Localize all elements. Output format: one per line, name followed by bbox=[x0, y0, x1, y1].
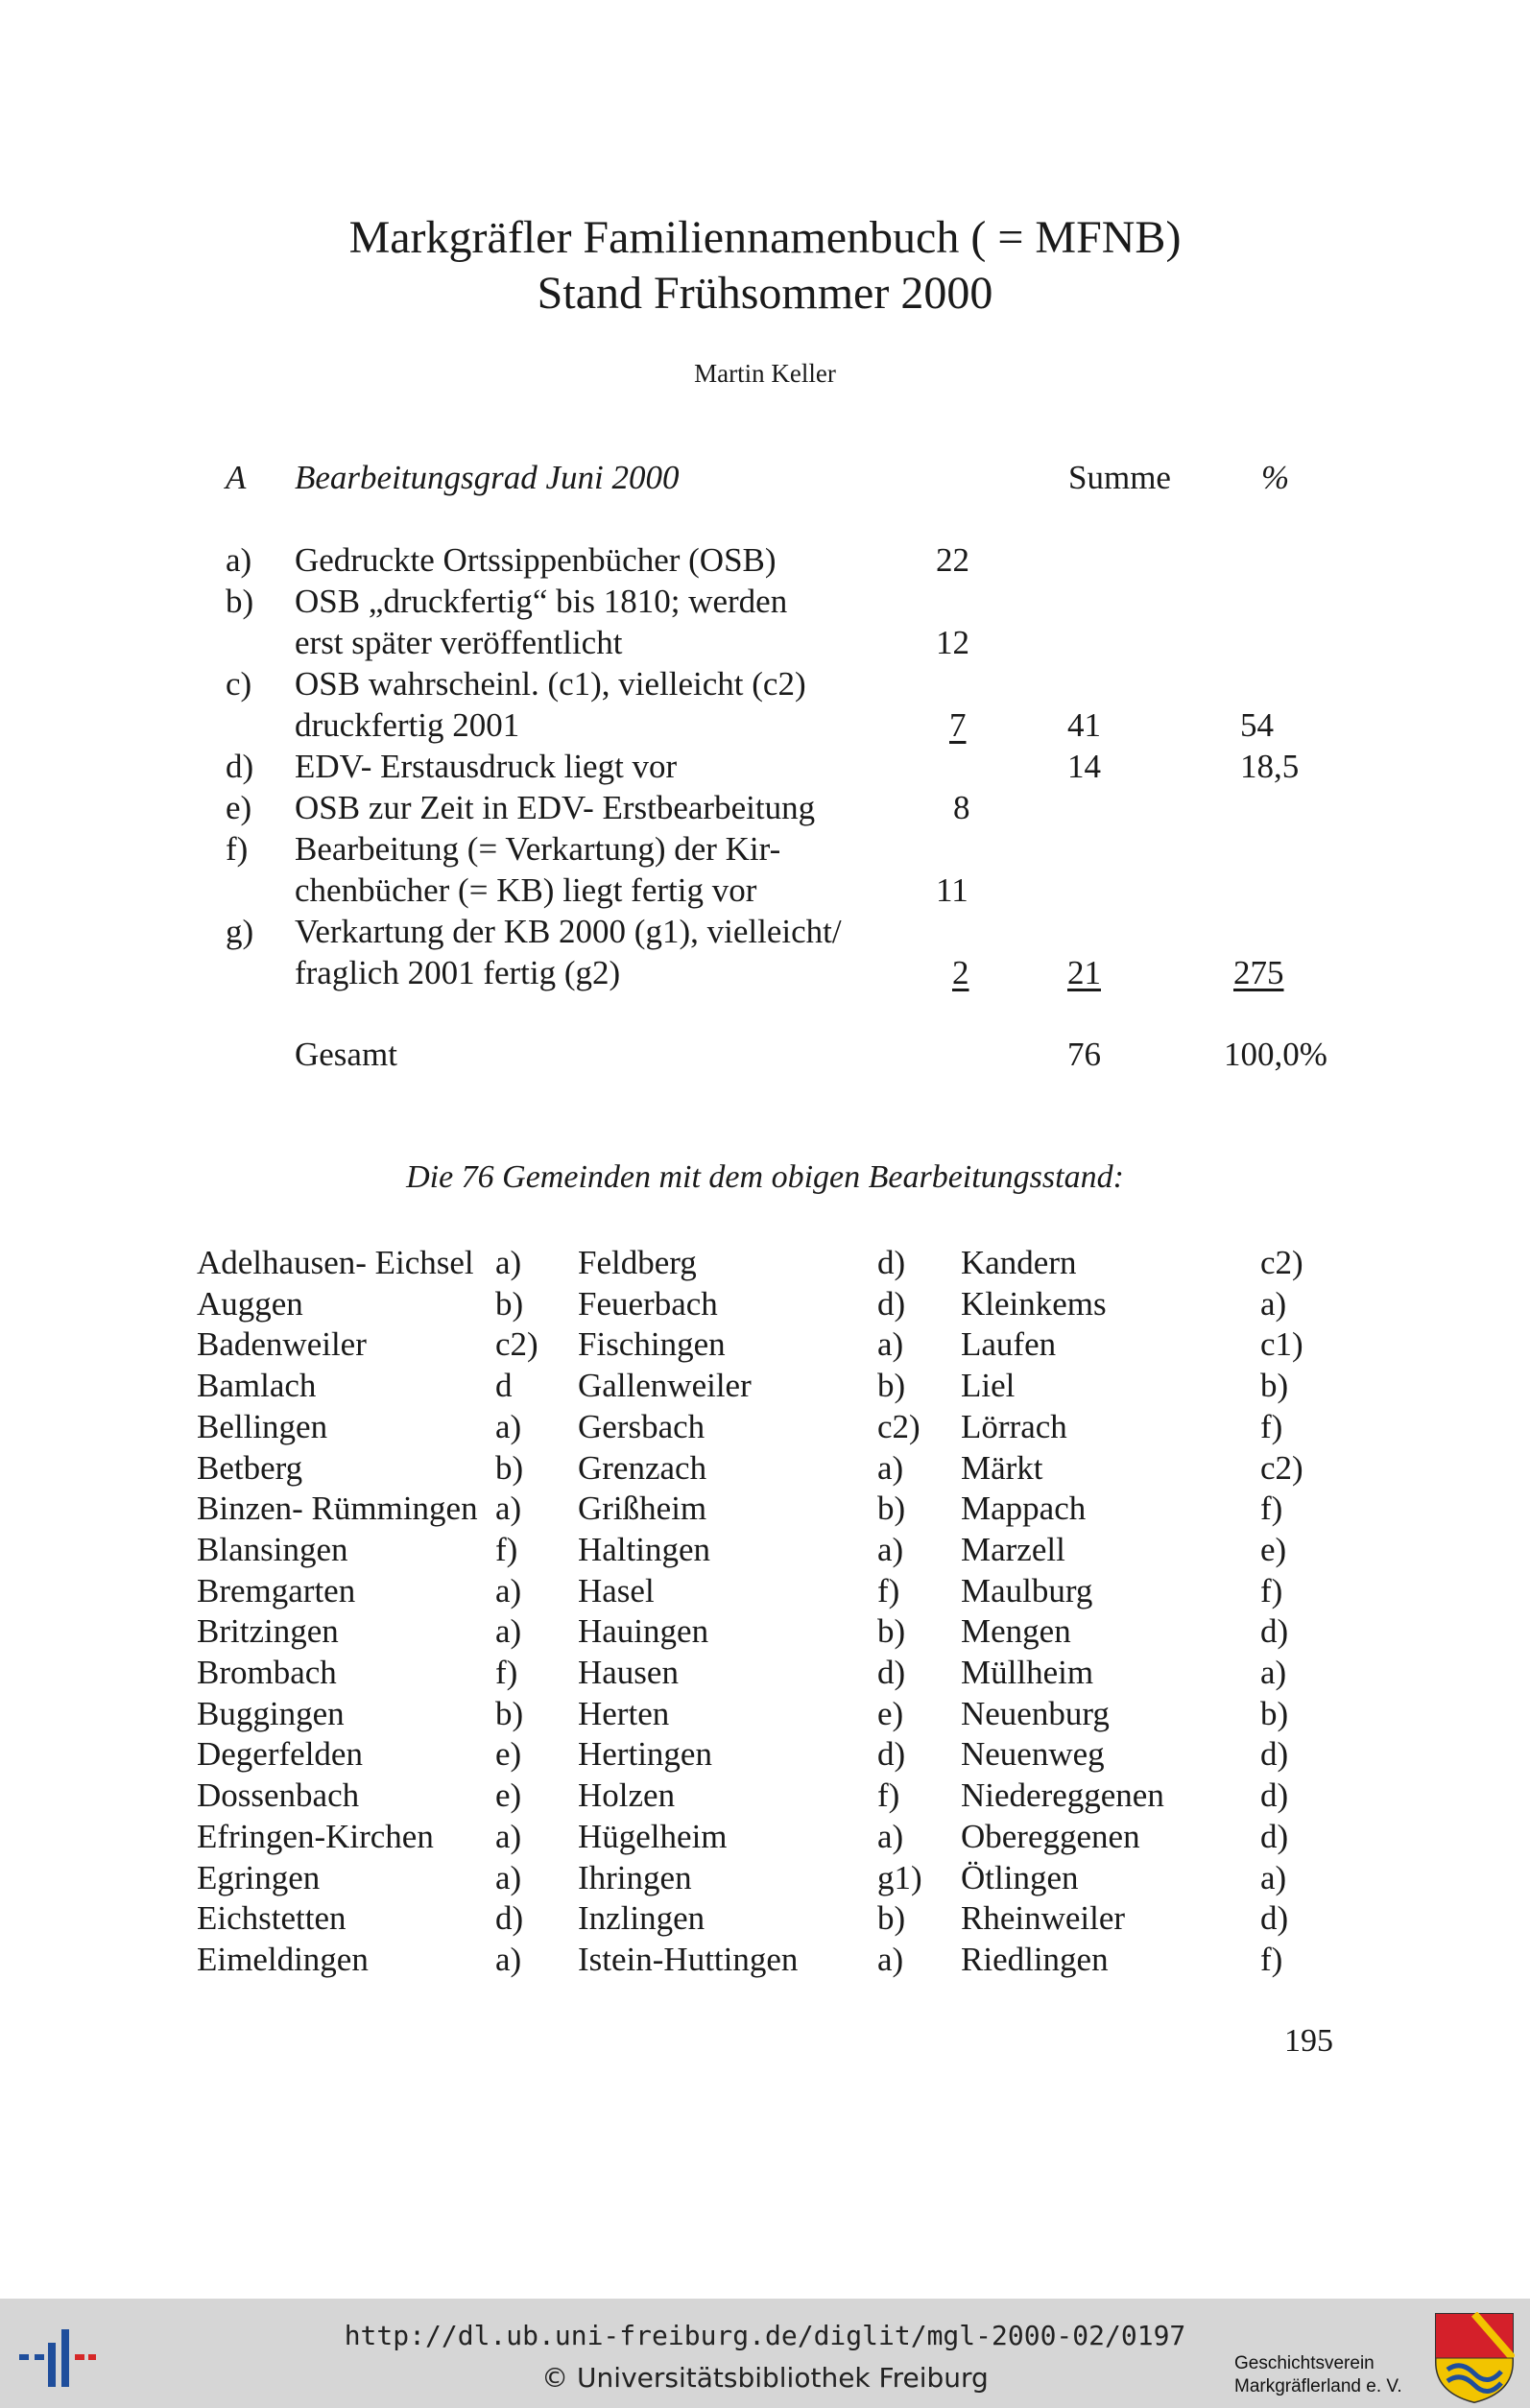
community-status-code: a) bbox=[495, 1572, 522, 1609]
community-status-code: c1) bbox=[1260, 1325, 1303, 1363]
community-name: Hasel bbox=[578, 1572, 655, 1609]
community-name: Degerfelden bbox=[197, 1735, 363, 1773]
community-name: Ötlingen bbox=[961, 1859, 1079, 1896]
row-key: f) bbox=[226, 830, 249, 868]
document-title: Markgräfler Familiennamenbuch ( = MFNB) bbox=[348, 212, 1182, 263]
total-sum: 76 bbox=[1067, 1036, 1101, 1073]
row-description: Verkartung der KB 2000 (g1), vielleicht/ bbox=[295, 913, 842, 950]
community-name: Obereggenen bbox=[961, 1818, 1140, 1855]
community-name: Egringen bbox=[197, 1859, 321, 1896]
community-status-code: e) bbox=[495, 1735, 522, 1773]
community-name: Hausen bbox=[578, 1654, 679, 1691]
community-name: Auggen bbox=[197, 1285, 303, 1323]
page-number: 195 bbox=[1284, 2023, 1333, 2059]
community-name: Gersbach bbox=[578, 1408, 705, 1445]
community-name: Herten bbox=[578, 1695, 670, 1732]
community-name: Gallenweiler bbox=[578, 1367, 752, 1404]
community-status-code: f) bbox=[1260, 1490, 1283, 1527]
society-name bbox=[1234, 2352, 1402, 2398]
communities-heading: Die 76 Gemeinden mit dem obigen Bearbeitungsstand: bbox=[406, 1159, 1124, 1195]
community-status-code: d) bbox=[877, 1244, 906, 1281]
community-name: Märkt bbox=[961, 1449, 1043, 1487]
community-status-code: a) bbox=[495, 1244, 522, 1281]
total-percent: 100,0% bbox=[1224, 1036, 1327, 1073]
community-status-code: d) bbox=[877, 1285, 906, 1323]
community-name: Betberg bbox=[197, 1449, 303, 1487]
community-status-code: c2) bbox=[1260, 1244, 1303, 1281]
community-name: Neuenburg bbox=[961, 1695, 1110, 1732]
community-status-code: e) bbox=[495, 1776, 522, 1814]
community-name: Adelhausen- Eichsel bbox=[197, 1244, 474, 1281]
community-status-code: c2) bbox=[877, 1408, 920, 1445]
community-status-code: a) bbox=[877, 1818, 904, 1855]
community-status-code: f) bbox=[877, 1776, 900, 1814]
community-status-code: d) bbox=[495, 1899, 524, 1937]
row-percent: 54 bbox=[1240, 706, 1274, 744]
community-name: Bellingen bbox=[197, 1408, 328, 1445]
community-status-code: a) bbox=[495, 1490, 522, 1527]
society-name-line2: Markgräflerland e. V. bbox=[1234, 2376, 1402, 2396]
community-name: Ihringen bbox=[578, 1859, 692, 1896]
community-status-code: d bbox=[495, 1367, 513, 1404]
community-status-code: b) bbox=[877, 1367, 906, 1404]
row-key: c) bbox=[226, 665, 252, 703]
community-name: Kleinkems bbox=[961, 1285, 1107, 1323]
community-status-code: a) bbox=[495, 1408, 522, 1445]
row-description-cont: fraglich 2001 fertig (g2) bbox=[295, 954, 621, 991]
row-count: 11 bbox=[936, 871, 968, 909]
community-status-code: c2) bbox=[1260, 1449, 1303, 1487]
community-name: Haltingen bbox=[578, 1531, 711, 1568]
row-key: b) bbox=[226, 583, 254, 620]
row-description: Gedruckte Ortssippenbücher (OSB) bbox=[295, 541, 777, 579]
community-name: Britzingen bbox=[197, 1612, 339, 1650]
community-status-code: a) bbox=[1260, 1285, 1287, 1323]
community-name: Feuerbach bbox=[578, 1285, 718, 1323]
community-status-code: e) bbox=[877, 1695, 904, 1732]
community-name: Kandern bbox=[961, 1244, 1077, 1281]
community-status-code: a) bbox=[495, 1612, 522, 1650]
community-name: Laufen bbox=[961, 1325, 1057, 1363]
community-name: Buggingen bbox=[197, 1695, 345, 1732]
community-name: Brombach bbox=[197, 1654, 337, 1691]
community-status-code: b) bbox=[1260, 1367, 1289, 1404]
community-status-code: b) bbox=[877, 1490, 906, 1527]
row-description: OSB wahrscheinl. (c1), vielleicht (c2) bbox=[295, 665, 806, 703]
community-name: Marzell bbox=[961, 1531, 1065, 1568]
row-count: 22 bbox=[936, 541, 969, 579]
community-name: Efringen-Kirchen bbox=[197, 1818, 434, 1855]
community-status-code: b) bbox=[877, 1612, 906, 1650]
section-heading: Bearbeitungsgrad Juni 2000 bbox=[295, 459, 680, 496]
community-name: Grenzach bbox=[578, 1449, 707, 1487]
community-status-code: c2) bbox=[495, 1325, 538, 1363]
community-status-code: a) bbox=[877, 1325, 904, 1363]
total-label: Gesamt bbox=[295, 1036, 397, 1073]
community-status-code: a) bbox=[495, 1859, 522, 1896]
community-name: Bamlach bbox=[197, 1367, 317, 1404]
community-name: Binzen- Rümmingen bbox=[197, 1490, 478, 1527]
community-status-code: b) bbox=[495, 1449, 524, 1487]
community-name: Maulburg bbox=[961, 1572, 1093, 1609]
row-description: OSB „druckfertig“ bis 1810; werden bbox=[295, 583, 788, 620]
row-description: Bearbeitung (= Verkartung) der Kir- bbox=[295, 830, 781, 868]
community-name: Inzlingen bbox=[578, 1899, 705, 1937]
community-status-code: f) bbox=[495, 1531, 518, 1568]
community-status-code: a) bbox=[877, 1449, 904, 1487]
row-description-cont: druckfertig 2001 bbox=[295, 706, 520, 744]
row-count: 8 bbox=[953, 789, 970, 826]
community-status-code: a) bbox=[877, 1531, 904, 1568]
community-status-code: d) bbox=[1260, 1899, 1289, 1937]
footer-url[interactable]: http://dl.ub.uni-freiburg.de/diglit/mgl-2000-02/0197 bbox=[344, 2320, 1186, 2351]
community-status-code: g1) bbox=[877, 1859, 922, 1896]
community-name: Rheinweiler bbox=[961, 1899, 1126, 1937]
community-status-code: d) bbox=[1260, 1818, 1289, 1855]
community-status-code: a) bbox=[877, 1941, 904, 1978]
row-key: d) bbox=[226, 748, 254, 785]
row-key: e) bbox=[226, 789, 252, 826]
community-status-code: a) bbox=[495, 1818, 522, 1855]
row-description: OSB zur Zeit in EDV- Erstbearbeitung bbox=[295, 789, 816, 826]
society-name-line1: Geschichtsverein bbox=[1234, 2353, 1375, 2373]
community-name: Fischingen bbox=[578, 1325, 726, 1363]
author-name: Martin Keller bbox=[694, 359, 836, 388]
community-name: Neuenweg bbox=[961, 1735, 1105, 1773]
community-name: Dossenbach bbox=[197, 1776, 360, 1814]
community-name: Niedereggenen bbox=[961, 1776, 1164, 1814]
row-key: a) bbox=[226, 541, 252, 579]
column-header-percent: % bbox=[1261, 459, 1290, 496]
community-status-code: f) bbox=[1260, 1941, 1283, 1978]
community-name: Mappach bbox=[961, 1490, 1087, 1527]
community-name: Liel bbox=[961, 1367, 1016, 1404]
community-name: Hauingen bbox=[578, 1612, 709, 1650]
footer-bar bbox=[0, 2299, 1530, 2408]
community-status-code: a) bbox=[495, 1941, 522, 1978]
community-name: Badenweiler bbox=[197, 1325, 367, 1363]
community-status-code: d) bbox=[1260, 1776, 1289, 1814]
row-description: EDV- Erstausdruck liegt vor bbox=[295, 748, 678, 785]
community-status-code: d) bbox=[877, 1654, 906, 1691]
community-name: Eimeldingen bbox=[197, 1941, 369, 1978]
footer-copyright: © Universitätsbibliothek Freiburg bbox=[541, 2362, 989, 2394]
row-percent: 18,5 bbox=[1240, 748, 1300, 785]
community-name: Hügelheim bbox=[578, 1818, 728, 1855]
row-sum: 41 bbox=[1067, 706, 1101, 744]
community-status-code: a) bbox=[1260, 1654, 1287, 1691]
community-name: Müllheim bbox=[961, 1654, 1094, 1691]
community-name: Blansingen bbox=[197, 1531, 348, 1568]
community-status-code: b) bbox=[1260, 1695, 1289, 1732]
column-header-summe: Summe bbox=[1068, 459, 1171, 496]
community-status-code: d) bbox=[1260, 1612, 1289, 1650]
row-description-cont: chenbücher (= KB) liegt fertig vor bbox=[295, 871, 757, 909]
document-subtitle: Stand Frühsommer 2000 bbox=[537, 268, 993, 319]
community-name: Lörrach bbox=[961, 1408, 1067, 1445]
community-status-code: e) bbox=[1260, 1531, 1287, 1568]
community-status-code: f) bbox=[1260, 1572, 1283, 1609]
community-name: Mengen bbox=[961, 1612, 1071, 1650]
coat-of-arms-icon bbox=[1434, 2312, 1515, 2404]
community-status-code: a) bbox=[1260, 1859, 1287, 1896]
community-status-code: d) bbox=[1260, 1735, 1289, 1773]
row-sum: 14 bbox=[1067, 748, 1101, 785]
row-count: 2 bbox=[952, 954, 969, 991]
community-status-code: f) bbox=[495, 1654, 518, 1691]
community-name: Holzen bbox=[578, 1776, 676, 1814]
community-status-code: b) bbox=[495, 1285, 524, 1323]
row-sum: 21 bbox=[1067, 954, 1101, 991]
row-count: 12 bbox=[936, 624, 969, 661]
community-status-code: f) bbox=[1260, 1408, 1283, 1445]
community-status-code: b) bbox=[495, 1695, 524, 1732]
community-status-code: f) bbox=[877, 1572, 900, 1609]
row-count: 7 bbox=[949, 706, 967, 744]
community-name: Hertingen bbox=[578, 1735, 712, 1773]
community-status-code: b) bbox=[877, 1899, 906, 1937]
community-name: Eichstetten bbox=[197, 1899, 347, 1937]
community-name: Feldberg bbox=[578, 1244, 697, 1281]
community-name: Riedlingen bbox=[961, 1941, 1109, 1978]
section-letter: A bbox=[226, 459, 247, 496]
community-status-code: d) bbox=[877, 1735, 906, 1773]
row-key: g) bbox=[226, 913, 254, 950]
community-name: Istein-Huttingen bbox=[578, 1941, 799, 1978]
community-name: Grißheim bbox=[578, 1490, 707, 1527]
community-name: Bremgarten bbox=[197, 1572, 356, 1609]
row-percent: 275 bbox=[1233, 954, 1284, 991]
row-description-cont: erst später veröffentlicht bbox=[295, 624, 623, 661]
